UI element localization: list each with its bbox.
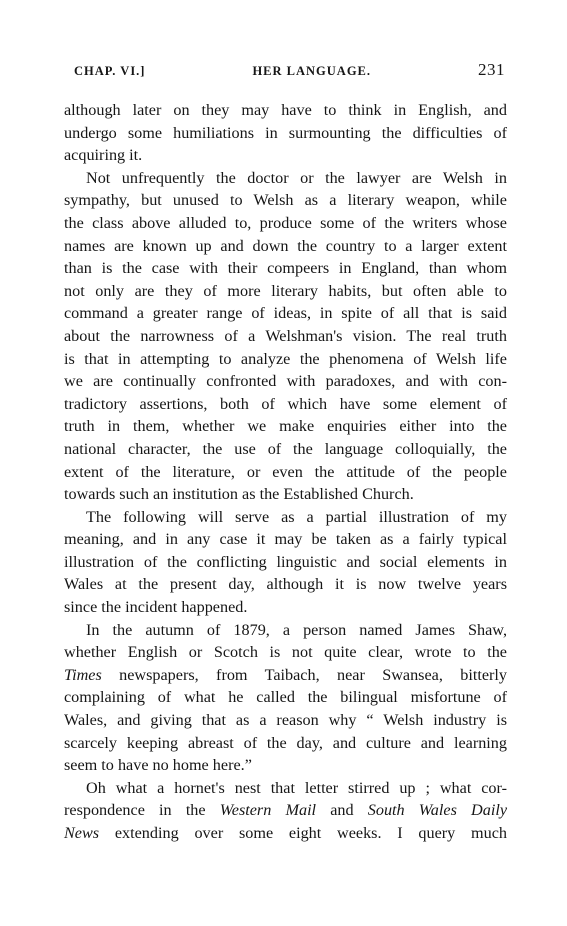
text-line: command a greater range of ideas, in spite of all that is said (64, 304, 507, 323)
running-title: HER LANGUAGE. (252, 64, 372, 78)
text-line: meaning, and in any case it may be taken as a fairly typical (64, 530, 507, 549)
text-line: extent of the literature, or even the attitude of the people (64, 462, 507, 481)
text-line: tradictory assertions, both of which have some element of (64, 394, 507, 413)
text-line: than is the case with their compeers in England, than whom (64, 259, 507, 278)
text-line: illustration of the conflicting linguistic and social elements in (64, 552, 507, 571)
text-line: Wales, and giving that as a reason why “ Welsh industry is (64, 711, 507, 730)
chapter-label: CHAP. VI.] (74, 64, 146, 78)
page-number: 231 (477, 60, 505, 79)
paragraph-first-line: In the autumn of 1879, a person named James Shaw, (86, 620, 507, 639)
text-line: about the narrowness of a Welshman's vision. The real truth (64, 326, 507, 345)
body-text (64, 99, 507, 845)
text-line: acquiring it. (64, 146, 143, 165)
text-line: complaining of what he called the bilingual misfortune of (64, 688, 507, 707)
text-line: is that in attempting to analyze the phenomena of Welsh life (64, 349, 507, 368)
text-line: truth in them, whether we make enquiries either into the (64, 417, 507, 436)
text-line: although later on they may have to think in English, and (64, 101, 507, 119)
text-line: we are continually confronted with paradoxes, and with con- (64, 372, 507, 391)
text-line: undergo some humiliations in surmounting the difficulties of (64, 123, 507, 142)
text-line: Times newspapers, from Taibach, near Swansea, bitterly (64, 665, 507, 684)
text-line: scarcely keeping abreast of the day, and culture and learning (64, 733, 507, 752)
text-line: seem to have no home here.” (64, 756, 252, 775)
text-line: Wales at the present day, although it is now twelve years (64, 575, 507, 594)
paragraph-first-line: Oh what a hornet's nest that letter stirred up ; what cor- (86, 778, 507, 797)
text-line: national character, the use of the language colloquially, the (64, 439, 507, 458)
text-line: the class above alluded to, produce some of the writers whose (64, 213, 507, 232)
paragraph-first-line: Not unfrequently the doctor or the lawyer are Welsh in (86, 168, 507, 187)
text-line: not only are they of more literary habits, but often able to (64, 281, 507, 300)
text-line: names are known up and down the country to a larger extent (64, 236, 507, 255)
text-line: since the incident happened. (64, 598, 248, 617)
paragraph-first-line: The following will serve as a partial illustration of my (86, 507, 507, 526)
text-line: whether English or Scotch is not quite clear, wrote to the (64, 643, 507, 662)
running-head (74, 60, 505, 84)
text-line: News extending over some eight weeks. I query much (64, 824, 507, 842)
text-line: towards such an institution as the Established Church. (64, 485, 414, 504)
text-line: respondence in the Western Mail and South Wales Daily (64, 801, 507, 820)
text-line: sympathy, but unused to Welsh as a literary weapon, while (64, 191, 507, 210)
